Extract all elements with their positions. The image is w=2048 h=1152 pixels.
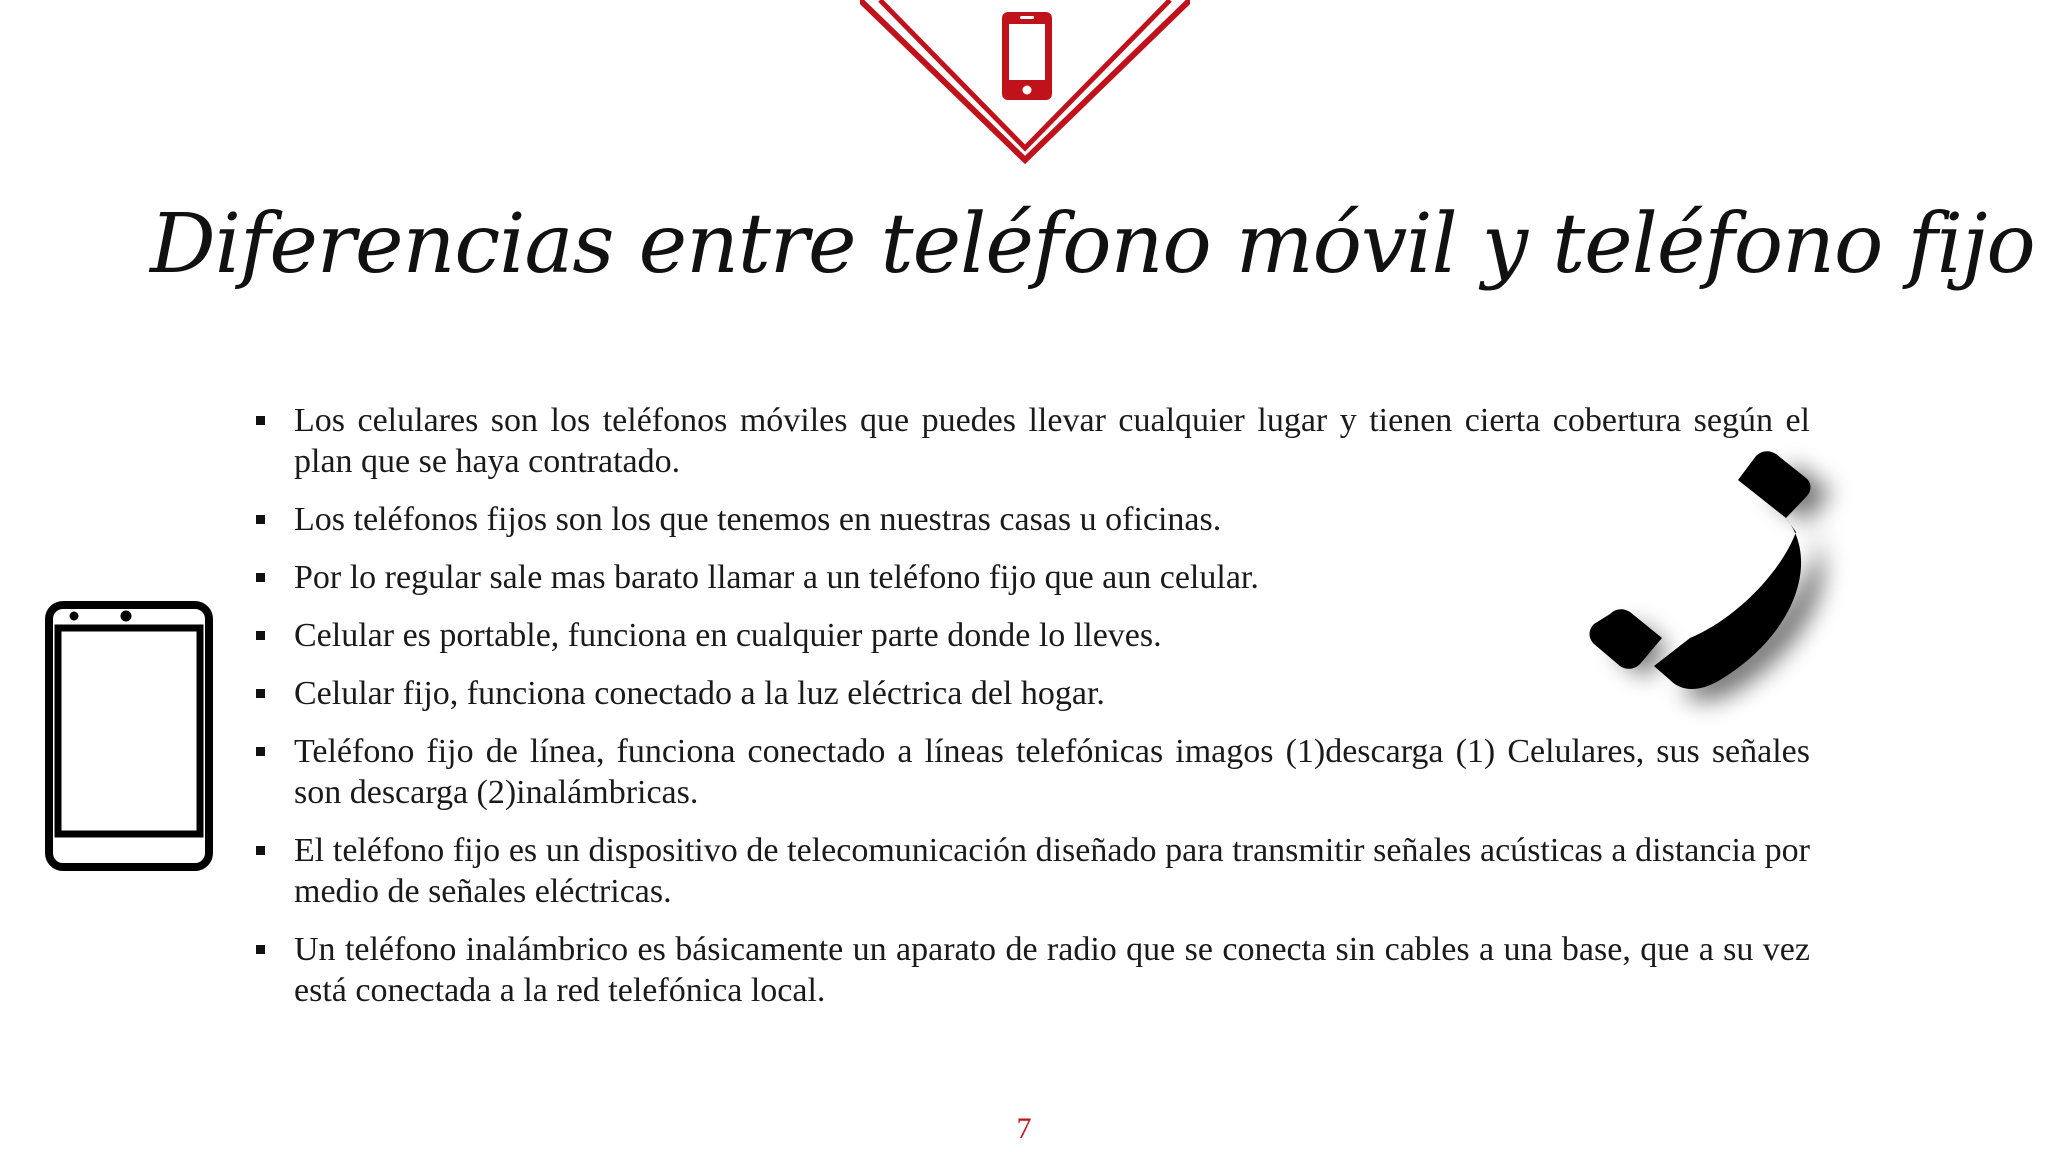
bullet-marker	[256, 631, 265, 640]
slide-title: Diferencias entre teléfono móvil y teléfono fijo	[150, 197, 2035, 292]
bullet-marker	[256, 416, 265, 425]
list-item	[250, 929, 1810, 1011]
bullet-marker	[256, 515, 265, 524]
bullet-text: Los celulares son los teléfonos móviles que puedes llevar cualquier lugar y tienen cierta cobertura según el plan que se haya contratado.	[294, 402, 1810, 480]
bullet-marker	[256, 846, 265, 855]
mobile-phone-icon	[1002, 12, 1052, 100]
list-item	[250, 830, 1810, 912]
bullet-marker	[256, 747, 265, 756]
bullet-marker	[256, 573, 265, 582]
tablet-icon	[44, 600, 214, 872]
list-item	[250, 731, 1810, 813]
bullet-text: Teléfono fijo de línea, funciona conectado a líneas telefónicas imagos (1)descarga (1) Celulares, sus señales son descarga (2)inalámbricas.	[294, 733, 1810, 811]
page-number: 7	[1016, 1112, 1032, 1145]
bullet-text: Celular fijo, funciona conectado a la luz eléctrica del hogar.	[294, 675, 1105, 712]
bullet-marker	[256, 945, 265, 954]
bullet-text: Celular es portable, funciona en cualquier parte donde lo lleves.	[294, 617, 1162, 654]
bullet-text: Un teléfono inalámbrico es básicamente un aparato de radio que se conecta sin cables a una base, que a su vez está conectada a la red telefónica local.	[294, 931, 1810, 1009]
bullet-text: Por lo regular sale mas barato llamar a un teléfono fijo que aun celular.	[294, 559, 1259, 596]
bullet-marker	[256, 689, 265, 698]
top-chevron-decoration	[860, 0, 1190, 165]
bullet-text: El teléfono fijo es un dispositivo de telecomunicación diseñado para transmitir señales acústicas a distancia por medio de señales eléctricas.	[294, 832, 1810, 910]
bullet-text: Los teléfonos fijos son los que tenemos en nuestras casas u oficinas.	[294, 501, 1222, 538]
telephone-handset-icon	[1570, 440, 1890, 730]
